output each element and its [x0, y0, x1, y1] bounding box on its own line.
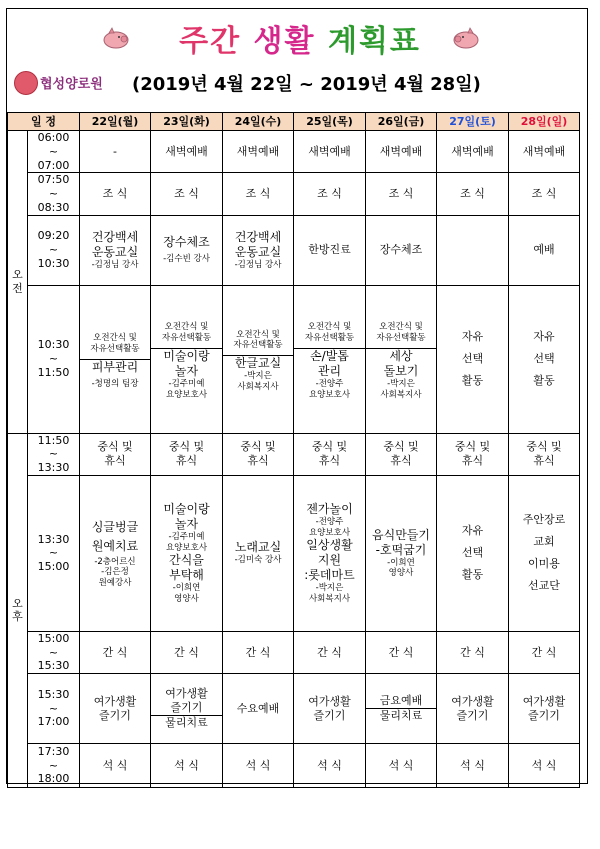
cell-r6-sat: 자유 선택 활동: [437, 475, 509, 631]
title-word-1: 주간: [179, 24, 242, 59]
cell-r9-tue: 석 식: [151, 744, 223, 788]
cell-r8-fri: [366, 674, 437, 744]
cell-r7-sun: 간 식: [509, 631, 580, 673]
day-thu: 25일(목): [294, 113, 366, 131]
cell-r4-tue: [151, 285, 223, 433]
cell-r8-mon: 여가생활 즐기기: [80, 674, 151, 744]
cell-r1-fri: 새벽예배: [366, 131, 437, 173]
cell-r5-sat: 중식 및 휴식: [437, 433, 509, 475]
cell-r6-thu: [294, 475, 366, 631]
cell-r1-sun: 새벽예배: [509, 131, 580, 173]
title-word-3: 계획표: [327, 24, 421, 59]
day-wed: 24일(수): [223, 113, 294, 131]
r8-fri-a: 금요예배: [379, 694, 423, 708]
r4-thu-title: 손/발톱 관리: [310, 348, 349, 378]
cell-r3-mon: [80, 215, 151, 285]
r8-fri-b: 물리치료: [366, 708, 436, 723]
cell-r1-mon: -: [80, 131, 151, 173]
cell-r9-wed: 석 식: [223, 744, 294, 788]
r4-fri-sub: -박지은 사회복지사: [380, 378, 422, 400]
header-row: [8, 113, 580, 131]
cell-r2-sat: 조 식: [437, 173, 509, 215]
cell-r3-sun: 예배: [509, 215, 580, 285]
cell-r6-fri: [366, 475, 437, 631]
row-morning-2: [8, 285, 580, 433]
cell-r7-mon: 간 식: [80, 631, 151, 673]
time-9: 17:30 ~ 18:00: [28, 744, 80, 788]
cell-r2-fri: 조 식: [366, 173, 437, 215]
cell-r2-thu: 조 식: [294, 173, 366, 215]
row-dawn: [8, 131, 580, 173]
r6-thu-b-title: 일상생활 지원 :롯데마트: [304, 538, 355, 583]
cell-r4-thu: [294, 285, 366, 433]
r4-wed-sub: -박지은 사회복지사: [237, 371, 279, 392]
cell-r8-thu: 여가생활 즐기기: [294, 674, 366, 744]
r6-fri-title: 음식만들기 -호떡굽기: [372, 527, 430, 557]
time-3: 09:20 ~ 10:30: [28, 215, 80, 285]
time-1: 06:00 ~ 07:00: [28, 131, 80, 173]
r6-mon-title: 싱글벙글 원예치료: [91, 520, 139, 554]
r4-thu-sub: -전양주 요양보호사: [308, 378, 351, 400]
day-mon: 22일(월): [80, 113, 151, 131]
r3-wed-title: 건강백세 운동교실: [234, 229, 282, 259]
row-dinner: [8, 744, 580, 788]
r6-tue-b-title: 간식을 부탁해: [169, 553, 204, 583]
cell-r8-wed: 수요예배: [223, 674, 294, 744]
cell-r3-tue: [151, 215, 223, 285]
time-4: 10:30 ~ 11:50: [28, 285, 80, 433]
cell-r3-thu: 한방진료: [294, 215, 366, 285]
cell-r7-sat: 간 식: [437, 631, 509, 673]
row-breakfast: [8, 173, 580, 215]
r3-wed-sub: -김정님 강사: [234, 259, 282, 270]
cell-r5-tue: 중식 및 휴식: [151, 433, 223, 475]
cell-r5-wed: 중식 및 휴식: [223, 433, 294, 475]
time-2: 07:50 ~ 08:30: [28, 173, 80, 215]
cell-r6-sun: 주안장로 교회 이미용 선교단: [509, 475, 580, 631]
r6-wed-sub: -김미숙 강사: [234, 555, 282, 566]
page-title: [0, 16, 600, 60]
day-sun: 28일(일): [509, 113, 580, 131]
cell-r1-tue: 새벽예배: [151, 131, 223, 173]
time-5: 11:50 ~ 13:30: [28, 433, 80, 475]
schedule-period: (2019년 4월 22일 ~ 2019년 4월 28일): [132, 74, 481, 95]
row-lunch: [8, 433, 580, 475]
r6-fri-sub: -이희연 영양사: [387, 557, 415, 579]
time-6: 13:30 ~ 15:00: [28, 475, 80, 631]
cell-r5-thu: 중식 및 휴식: [294, 433, 366, 475]
org-name: 협성양로원: [40, 77, 103, 92]
r4-tue-sub: -김주미예 요양보호사: [165, 378, 208, 400]
label-pm: 오 후: [8, 433, 28, 788]
label-am: 오 전: [8, 131, 28, 434]
cell-r4-sat: 자유 선택 활동: [437, 285, 509, 433]
r3-mon-title: 건강백세 운동교실: [91, 229, 139, 259]
row-leisure: [8, 674, 580, 744]
time-7: 15:00 ~ 15:30: [28, 631, 80, 673]
r6-thu-b-sub: -박지은 사회복지사: [308, 583, 351, 604]
r6-thu-a-title: 젠가놀이: [306, 502, 353, 516]
cell-r6-wed: [223, 475, 294, 631]
cell-r8-tue: [151, 674, 223, 744]
r6-mon-sub: -2층어르신 -김은정 원예강사: [94, 556, 136, 588]
cell-r9-sun: 석 식: [509, 744, 580, 788]
cell-r5-mon: 중식 및 휴식: [80, 433, 151, 475]
cell-r5-fri: 중식 및 휴식: [366, 433, 437, 475]
cell-r9-sat: 석 식: [437, 744, 509, 788]
cell-r1-thu: 새벽예배: [294, 131, 366, 173]
cell-r3-fri: 장수체조: [366, 215, 437, 285]
cell-r1-sat: 새벽예배: [437, 131, 509, 173]
r4-fri-top: 오전간식 및 자유선택활동: [376, 322, 426, 343]
cell-r2-wed: 조 식: [223, 173, 294, 215]
r3-tue-sub: -김수빈 강사: [163, 254, 210, 265]
cell-r4-fri: [366, 285, 437, 433]
title-word-2: 생활: [253, 24, 316, 59]
org-logo-icon: [14, 71, 38, 95]
r4-tue-title: 미술이랑 놀자: [163, 348, 210, 378]
r3-mon-sub: -김정님 강사: [91, 259, 139, 270]
cell-r2-sun: 조 식: [509, 173, 580, 215]
cell-r8-sun: 여가생활 즐기기: [509, 674, 580, 744]
r8-tue-a: 여가생활 즐기기: [165, 687, 208, 715]
day-fri: 26일(금): [366, 113, 437, 131]
day-tue: 23일(화): [151, 113, 223, 131]
r8-tue-b: 물리치료: [151, 715, 222, 730]
cell-r3-wed: [223, 215, 294, 285]
cell-r4-wed: [223, 285, 294, 433]
cell-r6-mon: [80, 475, 151, 631]
r4-wed-title: 한글교실: [234, 356, 282, 371]
day-sat: 27일(토): [437, 113, 509, 131]
cell-r2-mon: 조 식: [80, 173, 151, 215]
cell-r1-wed: 새벽예배: [223, 131, 294, 173]
r4-wed-top: 오전간식 및 자유선택활동: [233, 329, 283, 351]
cell-r3-sat: [437, 215, 509, 285]
r4-mon-top: 오전간식 및 자유선택활동: [90, 333, 140, 354]
r4-mon-sub: -청명의 팀장: [91, 378, 139, 389]
r4-tue-top: 오전간식 및 자유선택활동: [161, 322, 212, 343]
time-8: 15:30 ~ 17:00: [28, 674, 80, 744]
r4-fri-title: 세상 돌보기: [383, 348, 419, 378]
row-afternoon: [8, 475, 580, 631]
cell-r4-sun: 자유 선택 활동: [509, 285, 580, 433]
header-label: 일 정: [8, 113, 80, 131]
r6-thu-a-sub: -전양주 요양보호사: [308, 517, 351, 538]
cell-r7-thu: 간 식: [294, 631, 366, 673]
row-snack: [8, 631, 580, 673]
cell-r4-mon: [80, 285, 151, 433]
cell-r9-fri: 석 식: [366, 744, 437, 788]
r4-thu-top: 오전간식 및 자유선택활동: [304, 322, 355, 343]
cell-r7-tue: 간 식: [151, 631, 223, 673]
r6-tue-a-title: 미술이랑 놀자: [163, 502, 210, 531]
cell-r5-sun: 중식 및 휴식: [509, 433, 580, 475]
cell-r2-tue: 조 식: [151, 173, 223, 215]
cell-r6-tue: [151, 475, 223, 631]
schedule-table: [7, 112, 580, 788]
r6-wed-title: 노래교실: [234, 540, 282, 555]
r4-mon-title: 피부관리: [91, 359, 139, 374]
row-morning-1: [8, 215, 580, 285]
r3-tue-title: 장수체조: [163, 235, 210, 250]
cell-r9-thu: 석 식: [294, 744, 366, 788]
cell-r7-wed: 간 식: [223, 631, 294, 673]
r6-tue-a-sub: -김주미예 요양보호사: [165, 532, 208, 553]
cell-r9-mon: 석 식: [80, 744, 151, 788]
cell-r8-sat: 여가생활 즐기기: [437, 674, 509, 744]
r6-tue-b-sub: -이희연 영양사: [172, 583, 201, 604]
cell-r7-fri: 간 식: [366, 631, 437, 673]
